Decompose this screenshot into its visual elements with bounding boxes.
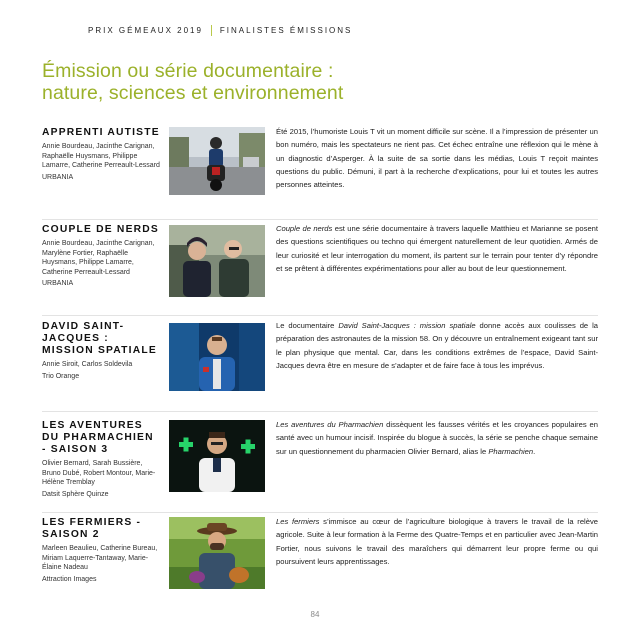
entry-producer: URBANIA: [42, 173, 74, 181]
thumbnail-scooter-image: [169, 127, 265, 195]
entry-description-title: Les fermiers: [276, 517, 320, 526]
entry-description-body: est une série documentaire à travers laquelle Matthieu et Marianne se posent des questions scientifiques ou techno qui émergent naturellement de leur quotidien. Armés de leur curiosité et leur interrogation du moment, ils partent sur le terrain pour tenter d’y répondre et se prêtent à différentes expérimentations pour aller au bout de leur questionnement.: [276, 224, 598, 273]
entry-apprenti-autiste: [42, 127, 598, 217]
entry-divider: [42, 315, 598, 316]
entry-description: Été 2015, l’humoriste Louis T vit un moment difficile sur scène. Il a l’impression de présenter un bon numéro, mais les spectateurs ne rient pas. Cet échec entraîne une réflexion qui le mène à un diagnostic d’Asperger. À la suite de sa sortie dans les médias, Louis T reçoit maintes questions du public. Démuni, il part à la recherche d’explications, pour lui et toutes les autres personnes atteintes.: [276, 127, 598, 190]
thumbnail-couple-image: [169, 225, 265, 297]
header-separator: [211, 25, 212, 36]
entry-description-body: donne accès aux coulisses de la préparation des astronautes de la mission 58. On y découvre un entraînement exigeant tant sur le plan physique que mental. Car, dans les conditions extrêmes de l’espace, David Saint-Jacques devra être en mesure de s’adapter et de faire face à tous les imprévus.: [276, 321, 598, 370]
header-right: FINALISTES ÉMISSIONS: [219, 26, 353, 35]
entry-credits: Marleen Beaulieu, Catherine Bureau, Miriam Laquerre-Tantaway, Marie-Élaine Nadeau: [42, 545, 158, 572]
entry-divider: [42, 411, 598, 412]
entry-credits: Annie Siroit, Carlos Soldevila: [42, 361, 133, 368]
entry-david-saint-jacques: [42, 321, 598, 411]
entry-credits: Annie Bourdeau, Jacinthe Carignan, Marylène Fortier, Raphaëlle Huysmans, Philippe Lamarre, Catherine Perreault-Lessard: [42, 240, 155, 276]
entry-description: [276, 319, 598, 372]
entry-description-body: dissèquent les fausses vérités et les croyances populaires en santé avec un humour incisif. Inspirée du blogue à succès, la série se penche chaque semaine sur un questionnement du pharmacien Olivier Bernard, alias le: [276, 420, 598, 456]
entry-producer: Attraction Images: [42, 575, 97, 583]
page-title-line-2: nature, sciences et environnement: [42, 82, 344, 104]
entry-description-title: Couple de nerds: [276, 224, 333, 233]
header-left: PRIX GÉMEAUX 2019: [88, 26, 203, 35]
entry-divider: [42, 219, 598, 220]
entry-couple-de-nerds: [42, 224, 598, 314]
entry-description-title: David Saint-Jacques : mission spatiale: [338, 321, 476, 330]
thumbnail-couple: [169, 225, 265, 297]
thumbnail-fermier-image: [169, 517, 265, 589]
entry-description-end: .: [533, 446, 536, 456]
thumbnail-astronaut: [169, 323, 265, 391]
entry-description-body: s’immisce au cœur de l’agriculture biologique à travers le travail de la relève agricole. Suite à leur formation à la Ferme des Quatre-Temps et en particulier avec Jean-Martin Fortier, nous suivons le travail des maraîchers qui démarrent leur propre ferme ou qui poursuivent leurs apprentissages.: [276, 517, 598, 566]
entry-description: [276, 418, 598, 458]
entry-description: [276, 222, 598, 275]
page-number: 84: [310, 610, 320, 619]
entry-title: LES AVENTURES DU PHARMACHIEN - SAISON 3: [42, 420, 154, 455]
entry-description-title: Les aventures du Pharmachien: [276, 420, 384, 429]
thumbnail-fermier: [169, 517, 265, 589]
entry-title: APPRENTI AUTISTE: [42, 127, 160, 138]
entry-title: COUPLE DE NERDS: [42, 224, 159, 235]
entry-description-alias: Pharmachien: [488, 446, 534, 456]
entry-divider: [42, 512, 598, 513]
entry-title: DAVID SAINT-JACQUES : MISSION SPATIALE: [42, 321, 157, 356]
thumbnail-pharmachien-image: [169, 420, 265, 492]
entry-credits: Olivier Bernard, Sarah Bussière, Bruno Dubé, Robert Montour, Marie-Hélène Tremblay: [42, 460, 156, 487]
thumbnail-astronaut-image: [169, 323, 265, 391]
thumbnail-scooter: [169, 127, 265, 195]
running-header: [88, 25, 352, 36]
entry-description-prefix: Le documentaire: [276, 321, 339, 330]
entry-producer: Datsit Sphère Quinze: [42, 490, 109, 498]
entry-producer: URBANIA: [42, 280, 74, 288]
entry-producer: Trio Orange: [42, 372, 80, 380]
entry-les-fermiers: [42, 517, 598, 597]
entry-description: [276, 515, 598, 568]
entry-pharmachien: [42, 420, 598, 515]
page-title-line-1: Émission ou série documentaire :: [42, 60, 334, 82]
thumbnail-pharmachien: [169, 420, 265, 492]
page-title: [42, 60, 343, 104]
entry-credits: Annie Bourdeau, Jacinthe Carignan, Raphaëlle Huysmans, Philippe Lamarre, Catherine Perreault-Lessard: [42, 143, 160, 170]
entry-title: LES FERMIERS - SAISON 2: [42, 517, 142, 540]
